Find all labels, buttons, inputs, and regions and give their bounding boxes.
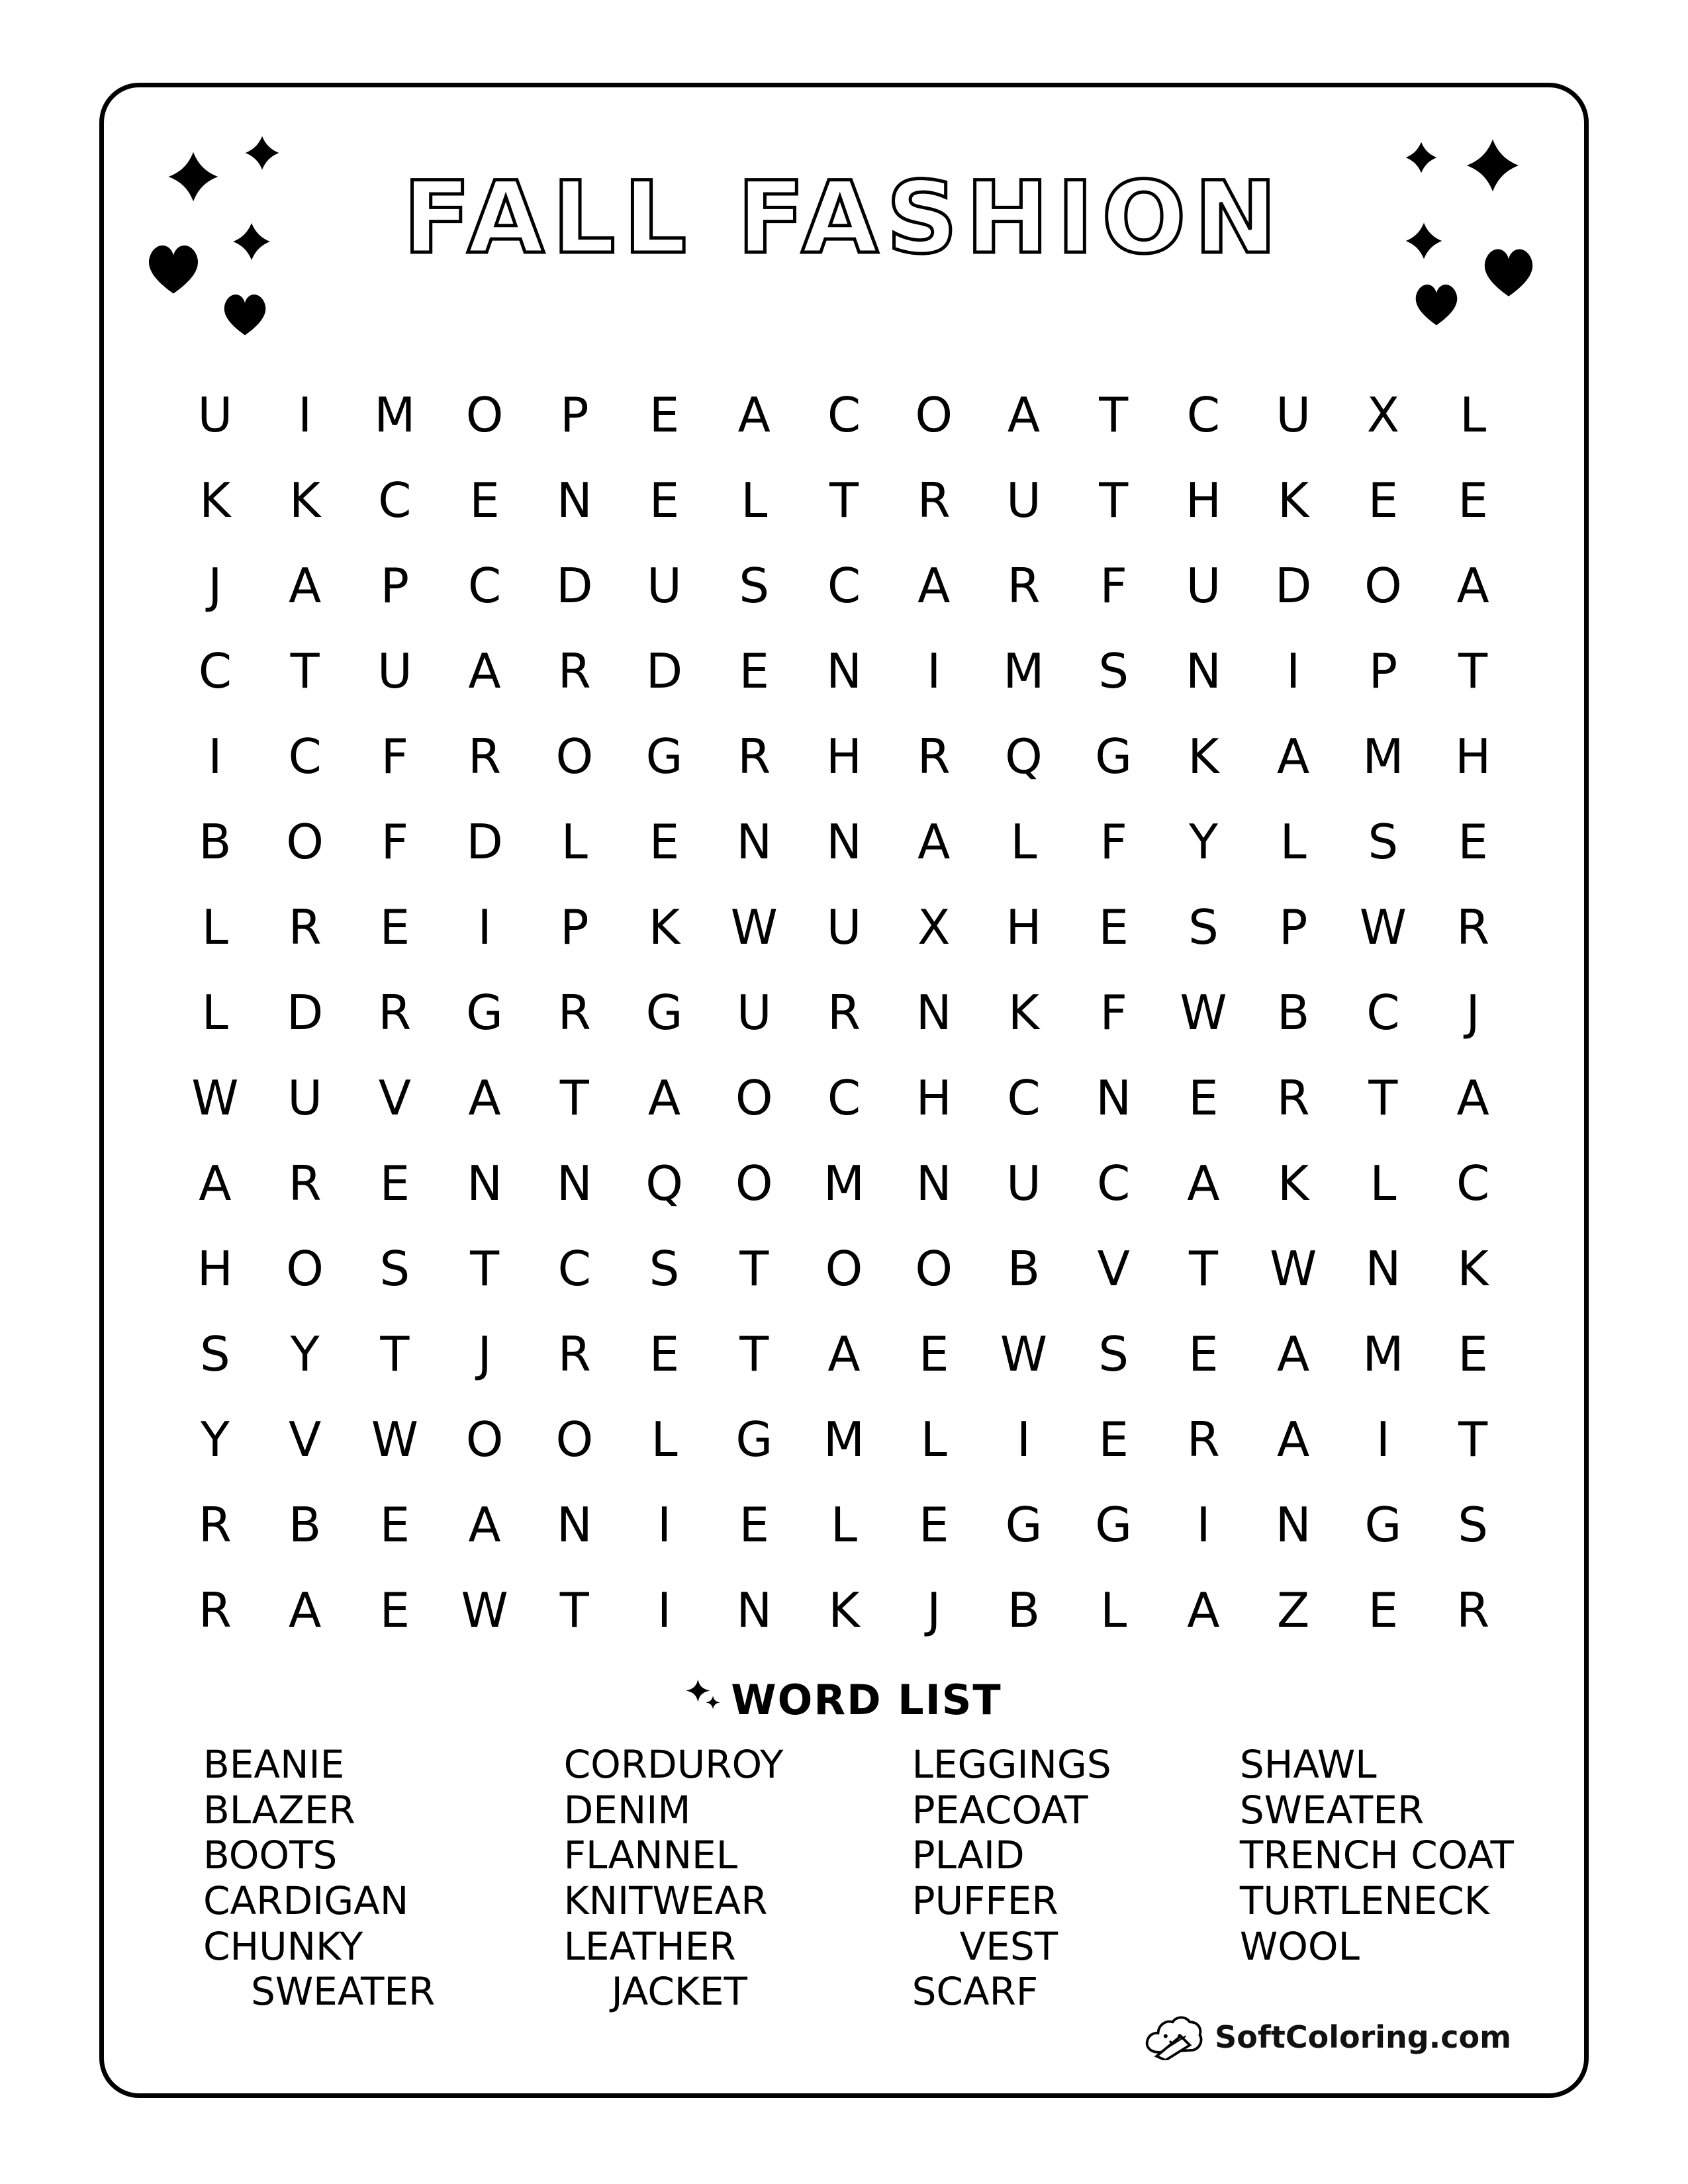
grid-cell-r10-c10[interactable]: U [1006,1155,1041,1211]
word-list-item[interactable]: SCARF [912,1969,1039,2015]
title-area [104,127,1584,345]
grid-cell-r3-c3[interactable]: P [380,557,410,614]
grid-cell-r13-c13[interactable]: A [1277,1411,1310,1467]
word-list-item[interactable]: SHAWL [1239,1742,1377,1787]
grid-cell-r2-c11[interactable]: T [1099,472,1129,528]
grid-cell-r12-c7[interactable]: T [739,1326,769,1382]
grid-cell-r5-c10[interactable]: Q [1005,728,1043,784]
grid-cell-r9-c6[interactable]: A [647,1069,681,1126]
grid-cell-r7-c4[interactable]: I [477,899,492,955]
grid-cell-r11-c15[interactable]: K [1457,1240,1489,1297]
grid-cell-r14-c15[interactable]: S [1458,1496,1488,1553]
grid-cell-r5-c14[interactable]: M [1362,728,1404,784]
grid-cell-r4-c6[interactable]: D [645,643,683,699]
grid-cell-r9-c14[interactable]: T [1368,1069,1398,1126]
grid-cell-r5-c4[interactable]: R [468,728,502,784]
grid-cell-r2-c12[interactable]: H [1185,472,1221,528]
grid-cell-r15-c12[interactable]: A [1187,1582,1220,1638]
grid-cell-r7-c13[interactable]: P [1278,899,1308,955]
grid-cell-r12-c12[interactable]: E [1188,1326,1219,1382]
grid-cell-r2-c5[interactable]: N [556,472,592,528]
grid-cell-r6-c3[interactable]: F [381,813,409,870]
word-list-item[interactable]: DENIM [563,1787,691,1833]
grid-cell-r9-c4[interactable]: A [468,1069,501,1126]
grid-cell-r2-c4[interactable]: E [469,472,500,528]
grid-cell-r11-c2[interactable]: O [286,1240,324,1297]
grid-cell-r13-c11[interactable]: E [1098,1411,1129,1467]
grid-cell-r5-c5[interactable]: O [555,728,594,784]
grid-cell-r12-c11[interactable]: S [1098,1326,1129,1382]
grid-cell-r8-c3[interactable]: R [378,984,412,1040]
grid-cell-r15-c14[interactable]: E [1368,1582,1399,1638]
grid-cell-r2-c10[interactable]: U [1006,472,1041,528]
word-list-item[interactable]: BLAZER [203,1787,355,1833]
grid-cell-r11-c1[interactable]: H [197,1240,233,1297]
grid-cell-r2-c8[interactable]: T [829,472,859,528]
grid-cell-r8-c6[interactable]: G [645,984,683,1040]
grid-cell-r13-c9[interactable]: L [920,1411,947,1467]
grid-cell-r14-c10[interactable]: G [1005,1496,1043,1553]
grid-cell-r14-c9[interactable]: E [918,1496,949,1553]
grid-cell-r9-c11[interactable]: N [1096,1069,1132,1126]
grid-cell-r5-c1[interactable]: I [208,728,222,784]
grid-cell-r13-c6[interactable]: L [651,1411,678,1467]
word-list-item[interactable]: WOOL [1239,1923,1360,1969]
grid-cell-r5-c9[interactable]: R [917,728,951,784]
grid-cell-r7-c14[interactable]: W [1359,899,1407,955]
grid-cell-r15-c6[interactable]: I [657,1582,672,1638]
grid-cell-r12-c9[interactable]: E [918,1326,949,1382]
grid-cell-r8-c8[interactable]: R [827,984,861,1040]
word-list-column-1 [203,1742,435,2015]
worksheet-card [99,83,1589,2098]
grid-cell-r11-c3[interactable]: S [379,1240,410,1297]
grid-cell-r13-c4[interactable]: O [465,1411,504,1467]
grid-cell-r11-c11[interactable]: V [1097,1240,1130,1297]
grid-cell-r14-c7[interactable]: E [739,1496,769,1553]
grid-cell-r3-c15[interactable]: A [1456,557,1489,614]
grid-cell-r12-c2[interactable]: Y [290,1326,320,1382]
word-list-item[interactable]: KNITWEAR [563,1878,768,1924]
grid-cell-r10-c15[interactable]: C [1456,1155,1490,1211]
grid-cell-r3-c5[interactable]: D [556,557,593,614]
grid-cell-r1-c8[interactable]: C [827,387,861,443]
grid-cell-r4-c10[interactable]: M [1003,643,1045,699]
grid-cell-r15-c4[interactable]: W [461,1582,508,1638]
grid-cell-r4-c8[interactable]: N [826,643,862,699]
grid-cell-r1-c3[interactable]: M [374,387,416,443]
grid-cell-r13-c15[interactable]: T [1458,1411,1488,1467]
grid-cell-r6-c15[interactable]: E [1458,813,1488,870]
grid-cell-r11-c8[interactable]: O [825,1240,863,1297]
heart-icon [220,289,270,337]
word-list-item[interactable]: FLANNEL [563,1833,738,1878]
grid-cell-r11-c13[interactable]: W [1270,1240,1317,1297]
grid-cell-r2-c13[interactable]: K [1278,472,1309,528]
grid-cell-r12-c3[interactable]: T [380,1326,410,1382]
grid-cell-r4-c11[interactable]: S [1098,643,1129,699]
grid-cell-r2-c3[interactable]: C [378,472,412,528]
grid-cell-r3-c13[interactable]: D [1274,557,1312,614]
grid-cell-r6-c14[interactable]: S [1368,813,1399,870]
brand-logo[interactable] [1143,2010,1511,2064]
grid-cell-r12-c13[interactable]: A [1277,1326,1310,1382]
grid-cell-r4-c1[interactable]: C [198,643,232,699]
grid-cell-r4-c14[interactable]: P [1368,643,1398,699]
grid-cell-r2-c14[interactable]: E [1368,472,1399,528]
grid-cell-r14-c5[interactable]: N [556,1496,592,1553]
grid-cell-r3-c12[interactable]: U [1186,557,1221,614]
grid-cell-r13-c12[interactable]: R [1186,1411,1220,1467]
grid-cell-r4-c9[interactable]: I [927,643,941,699]
grid-cell-r5-c11[interactable]: G [1095,728,1133,784]
grid-cell-r6-c13[interactable]: L [1280,813,1307,870]
sparkle-icon [686,1674,722,1723]
grid-cell-r13-c1[interactable]: Y [200,1411,230,1467]
grid-cell-r10-c11[interactable]: C [1097,1155,1131,1211]
grid-cell-r14-c8[interactable]: L [830,1496,858,1553]
grid-cell-r8-c1[interactable]: L [201,984,228,1040]
grid-cell-r7-c9[interactable]: X [917,899,951,955]
grid-cell-r1-c5[interactable]: P [560,387,589,443]
word-list-item[interactable]: PEACOAT [912,1787,1088,1833]
grid-cell-r3-c14[interactable]: O [1364,557,1402,614]
grid-cell-r2-c6[interactable]: E [649,472,680,528]
grid-cell-r9-c10[interactable]: C [1007,1069,1041,1126]
grid-cell-r7-c1[interactable]: L [201,899,228,955]
grid-cell-r14-c3[interactable]: E [379,1496,410,1553]
grid-cell-r6-c8[interactable]: N [826,813,862,870]
grid-cell-r1-c9[interactable]: O [915,387,953,443]
grid-cell-r5-c6[interactable]: G [645,728,683,784]
grid-cell-r3-c1[interactable]: J [208,557,222,614]
grid-cell-r9-c1[interactable]: W [191,1069,239,1126]
grid-cell-r6-c6[interactable]: E [649,813,680,870]
grid-cell-r10-c12[interactable]: A [1187,1155,1220,1211]
grid-cell-r8-c7[interactable]: U [736,984,772,1040]
grid-cell-r10-c6[interactable]: Q [645,1155,683,1211]
grid-cell-r8-c2[interactable]: D [286,984,324,1040]
grid-cell-r12-c10[interactable]: W [1000,1326,1048,1382]
grid-cell-r12-c14[interactable]: M [1362,1326,1404,1382]
grid-cell-r13-c2[interactable]: V [288,1411,322,1467]
grid-cell-r4-c3[interactable]: U [377,643,412,699]
grid-cell-r12-c15[interactable]: E [1458,1326,1488,1382]
grid-cell-r10-c2[interactable]: R [288,1155,322,1211]
grid-cell-r9-c3[interactable]: V [378,1069,411,1126]
grid-cell-r1-c1[interactable]: U [197,387,233,443]
grid-cell-r7-c7[interactable]: W [730,899,778,955]
word-list-item[interactable]: CHUNKY [203,1923,363,1969]
grid-cell-r6-c10[interactable]: L [1010,813,1037,870]
grid-cell-r4-c7[interactable]: E [739,643,769,699]
grid-cell-r11-c5[interactable]: C [557,1240,591,1297]
grid-cell-r3-c9[interactable]: A [917,557,951,614]
page-title: FALL FASHION [402,161,1286,276]
grid-cell-r14-c12[interactable]: I [1196,1496,1211,1553]
pencil-cloud-icon [1143,2010,1204,2064]
grid-cell-r8-c13[interactable]: B [1276,984,1310,1040]
word-list-item[interactable]: SWEATER [251,1969,436,2015]
word-list-column-3 [912,1742,1111,2015]
grid-cell-r1-c7[interactable]: A [737,387,771,443]
word-list-item[interactable]: PUFFER [912,1878,1058,1924]
grid-cell-r10-c5[interactable]: N [556,1155,592,1211]
grid-cell-r8-c9[interactable]: N [915,984,952,1040]
grid-cell-r10-c8[interactable]: M [823,1155,865,1211]
grid-cell-r11-c9[interactable]: O [915,1240,953,1297]
grid-cell-r15-c13[interactable]: Z [1277,1582,1310,1638]
grid-cell-r14-c11[interactable]: G [1095,1496,1133,1553]
grid-cell-r13-c8[interactable]: M [823,1411,865,1467]
grid-cell-r4-c5[interactable]: R [557,643,591,699]
grid-cell-r4-c4[interactable]: A [468,643,501,699]
grid-cell-r9-c5[interactable]: T [559,1069,589,1126]
grid-cell-r8-c11[interactable]: F [1100,984,1127,1040]
grid-cell-r10-c14[interactable]: L [1370,1155,1397,1211]
grid-cell-r9-c9[interactable]: H [915,1069,952,1126]
grid-cell-r14-c6[interactable]: I [657,1496,672,1553]
grid-cell-r9-c2[interactable]: U [287,1069,322,1126]
word-list-item[interactable]: TURTLENECK [1239,1878,1489,1924]
grid-cell-r10-c7[interactable]: O [735,1155,773,1211]
grid-cell-r3-c6[interactable]: U [647,557,682,614]
grid-cell-r7-c10[interactable]: H [1006,899,1042,955]
grid-cell-r10-c4[interactable]: N [467,1155,502,1211]
grid-cell-r1-c15[interactable]: L [1460,387,1487,443]
grid-cell-r3-c10[interactable]: R [1007,557,1041,614]
grid-cell-r15-c3[interactable]: E [379,1582,410,1638]
grid-cell-r6-c12[interactable]: Y [1188,813,1218,870]
word-list-item[interactable]: JACKET [611,1969,747,2015]
grid-cell-r5-c2[interactable]: C [288,728,322,784]
grid-cell-r13-c5[interactable]: O [555,1411,594,1467]
grid-cell-r4-c13[interactable]: I [1286,643,1301,699]
grid-cell-r8-c4[interactable]: G [466,984,503,1040]
grid-cell-r15-c1[interactable]: R [198,1582,232,1638]
grid-cell-r6-c9[interactable]: A [917,813,951,870]
grid-cell-r13-c10[interactable]: I [1016,1411,1031,1467]
grid-cell-r14-c2[interactable]: B [288,1496,322,1553]
word-list-item[interactable]: SWEATER [1239,1787,1425,1833]
grid-cell-r1-c4[interactable]: O [465,387,504,443]
word-list-item[interactable]: BOOTS [203,1833,338,1878]
grid-cell-r12-c8[interactable]: A [827,1326,861,1382]
grid-cell-r6-c1[interactable]: B [199,813,232,870]
grid-cell-r10-c3[interactable]: E [379,1155,410,1211]
grid-cell-r1-c6[interactable]: E [649,387,680,443]
grid-cell-r6-c11[interactable]: F [1100,813,1127,870]
grid-cell-r11-c12[interactable]: T [1188,1240,1218,1297]
grid-cell-r6-c4[interactable]: D [466,813,503,870]
grid-cell-r3-c8[interactable]: C [827,557,861,614]
grid-cell-r14-c13[interactable]: N [1275,1496,1311,1553]
grid-cell-r15-c8[interactable]: K [828,1582,860,1638]
word-list-heading-text: WORD LIST [731,1676,1002,1724]
word-list-item[interactable]: BEANIE [203,1742,345,1787]
grid-cell-r11-c6[interactable]: S [649,1240,680,1297]
word-list-item[interactable]: TRENCH COAT [1239,1833,1514,1878]
grid-cell-r1-c11[interactable]: T [1099,387,1129,443]
grid-cell-r15-c2[interactable]: A [288,1582,322,1638]
grid-cell-r15-c5[interactable]: T [559,1582,589,1638]
grid-cell-r5-c3[interactable]: F [381,728,409,784]
grid-cell-r11-c4[interactable]: T [470,1240,500,1297]
word-list-item[interactable]: LEATHER [563,1923,736,1969]
grid-cell-r14-c1[interactable]: R [198,1496,232,1553]
heart-icon [1411,279,1462,327]
word-list-column-4 [1240,1742,1514,2015]
grid-cell-r12-c4[interactable]: J [477,1326,492,1382]
grid-cell-r2-c2[interactable]: K [289,472,321,528]
grid-cell-r2-c9[interactable]: R [917,472,951,528]
grid-cell-r1-c12[interactable]: C [1186,387,1221,443]
grid-cell-r11-c10[interactable]: B [1007,1240,1041,1297]
grid-cell-r7-c2[interactable]: R [288,899,322,955]
grid-cell-r6-c5[interactable]: L [561,813,588,870]
word-list-item[interactable]: LEGGINGS [912,1742,1111,1787]
grid-cell-r12-c1[interactable]: S [200,1326,230,1382]
grid-cell-r7-c12[interactable]: S [1188,899,1219,955]
grid-cell-r6-c2[interactable]: O [286,813,324,870]
grid-cell-r3-c11[interactable]: F [1100,557,1127,614]
grid-cell-r13-c3[interactable]: W [371,1411,418,1467]
grid-cell-r5-c8[interactable]: H [825,728,863,784]
word-list-item[interactable]: PLAID [912,1833,1025,1878]
grid-cell-r4-c12[interactable]: N [1186,643,1221,699]
grid-cell-r5-c7[interactable]: R [737,728,771,784]
grid-cell-r5-c12[interactable]: K [1188,728,1219,784]
grid-cell-r10-c1[interactable]: A [199,1155,232,1211]
grid-cell-r4-c15[interactable]: T [1458,643,1488,699]
grid-cell-r8-c12[interactable]: W [1180,984,1227,1040]
grid-cell-r7-c6[interactable]: K [648,899,680,955]
brand-name: SoftColoring.com [1215,2019,1511,2055]
grid-cell-r12-c6[interactable]: E [649,1326,680,1382]
grid-cell-r2-c1[interactable]: K [199,472,231,528]
word-list-item[interactable]: CORDUROY [563,1742,784,1787]
grid-cell-r7-c3[interactable]: E [379,899,410,955]
grid-cell-r9-c12[interactable]: E [1188,1069,1219,1126]
grid-cell-r7-c11[interactable]: E [1098,899,1129,955]
grid-cell-r5-c15[interactable]: H [1455,728,1491,784]
grid-cell-r7-c8[interactable]: U [826,899,862,955]
grid-cell-r14-c14[interactable]: G [1364,1496,1402,1553]
grid-cell-r8-c5[interactable]: R [557,984,591,1040]
grid-cell-r7-c15[interactable]: R [1456,899,1490,955]
grid-cell-r3-c4[interactable]: C [467,557,502,614]
word-search-grid [170,372,1518,1656]
grid-cell-r8-c10[interactable]: K [1008,984,1040,1040]
grid-cell-r8-c14[interactable]: C [1366,984,1400,1040]
grid-cell-r15-c10[interactable]: B [1007,1582,1041,1638]
grid-cell-r6-c7[interactable]: N [736,813,773,870]
grid-cell-r12-c5[interactable]: R [557,1326,591,1382]
grid-cell-r11-c7[interactable]: T [739,1240,769,1297]
word-list [203,1742,1514,2015]
grid-cell-r2-c15[interactable]: E [1458,472,1488,528]
grid-cell-r3-c2[interactable]: A [288,557,322,614]
grid-cell-r14-c4[interactable]: A [468,1496,501,1553]
grid-cell-r9-c13[interactable]: R [1276,1069,1310,1126]
grid-cell-r15-c9[interactable]: J [927,1582,941,1638]
grid-cell-r15-c15[interactable]: R [1456,1582,1490,1638]
grid-cell-r7-c5[interactable]: P [560,899,589,955]
grid-cell-r5-c13[interactable]: A [1277,728,1310,784]
grid-cell-r9-c8[interactable]: C [827,1069,861,1126]
grid-cell-r8-c15[interactable]: J [1466,984,1480,1040]
grid-cell-r13-c14[interactable]: I [1376,1411,1391,1467]
grid-cell-r9-c15[interactable]: A [1456,1069,1489,1126]
grid-cell-r9-c7[interactable]: O [735,1069,773,1126]
grid-cell-r4-c2[interactable]: T [290,643,320,699]
word-list-item[interactable]: CARDIGAN [203,1878,409,1924]
grid-cell-r1-c14[interactable]: X [1366,387,1400,443]
grid-cell-r10-c13[interactable]: K [1278,1155,1309,1211]
grid-cell-r3-c7[interactable]: S [739,557,770,614]
word-list-heading [104,1676,1584,1727]
word-list-column-2 [564,1742,784,2015]
grid-cell-r1-c2[interactable]: I [297,387,312,443]
grid-cell-r1-c10[interactable]: A [1007,387,1041,443]
grid-cell-r11-c14[interactable]: N [1365,1240,1401,1297]
grid-cell-r1-c13[interactable]: U [1276,387,1311,443]
grid-cell-r2-c7[interactable]: L [741,472,768,528]
grid-cell-r13-c7[interactable]: G [735,1411,773,1467]
grid-cell-r15-c7[interactable]: N [736,1582,773,1638]
grid-cell-r15-c11[interactable]: L [1100,1582,1127,1638]
word-list-item[interactable]: VEST [959,1923,1058,1969]
grid-cell-r10-c9[interactable]: N [915,1155,952,1211]
